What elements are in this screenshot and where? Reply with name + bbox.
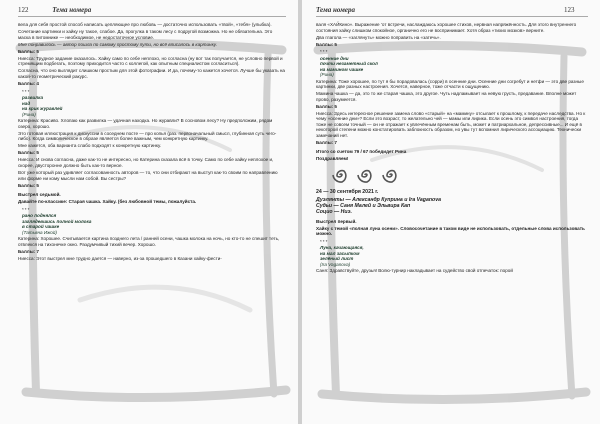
right-page-content — [316, 22, 588, 275]
congratulations: Поздравляем! — [316, 155, 349, 161]
haiku-author: (Ira Vaganova) — [320, 261, 351, 267]
paragraph: Ниесса: Здесь интересное решение замена слово «старый» на «мамину» отсылает к прошлому, к передаче наследства. Но к чему «осенние дни»? Если это возраст, то желательно чей — мамы или лирика. Если осень это символ настроения, тогда тоже не совсем точный — он не отражает к увлечённым временам быть, может и патриархальное, депрессивные... И ещё в некоторой степени можно констатировать заблокность образом, но увы тут вспомнил лирического ассоциацию. Технически замечаний нет. — [316, 110, 586, 138]
stars-separator: *** — [320, 238, 329, 244]
paragraph: Катерина: Хорошее. Считывается картина позднего лета / ранней осени, чашка молока на ночь, но кто-то не спешит теть, отвлекся на тихонечке окно. Раздумчивый тихий вечер. Хорошо. — [18, 236, 280, 247]
paragraph: Вот уже который раз удивляет согласованность авторов — то, что они отбирают на выступ как-то своим по направлению или форме ни кому мысли нам собой. Вы сестры? — [18, 170, 278, 181]
score: Баллы: 5 — [316, 41, 337, 47]
spiral-icon — [355, 165, 375, 185]
section-title: Тема номера — [52, 6, 92, 14]
paragraph: вела для себя простой способ написать цепляющее про любовь — достаточно использовать «твой», «тебя» (улыбка). — [18, 22, 272, 27]
paragraph: Мне кажется, оба варианта слабо подходят к конкретную картинку. — [18, 143, 162, 149]
score: Баллы: 5 — [18, 182, 39, 188]
paragraph: Ниесса: И снова согласна, даже как-то не интересно, но Катерина сказала всё в точку. Само по себе хайку неплохое и, скорее, двусторонне должно быть как-то верное. — [18, 157, 274, 168]
left-page — [0, 0, 298, 424]
haiku-line: на мал засыпком — [320, 250, 360, 256]
score: Баллы: 7 — [18, 248, 39, 254]
stars-separator: *** — [22, 88, 31, 94]
duelists: Дуэлянты — Александр Куприна и Ira Vaganova — [316, 196, 441, 203]
paragraph: Мамина чашка — да, это то же старая чашка, это другое. Чуть надламывает на невую грусть, предавание. Вполне может прово, разумеется. — [316, 91, 577, 102]
score: Баллы: 5 — [18, 150, 39, 156]
section-title: Тема номера — [316, 6, 356, 14]
paragraph: валя «ХАЙКино». Выражение ‘от встречи, наслаждаюсь хорошее стихов, нервная напряжённость. Для этого внутреннего состояния хайку слишком спокойное, органично его не воспринимает. Хотя образ «тихих мозков» верните. — [316, 22, 577, 33]
page-header-left — [18, 6, 91, 14]
score: Баллы: 5 — [18, 48, 39, 54]
spiral-icon — [330, 165, 350, 185]
haiku-line: на крик журавлей — [22, 106, 63, 112]
paragraph: Два глагола — «заглянуть» можно поправить на «затечь». — [316, 34, 441, 40]
paragraph: Согласна, что оно выглядит слишком простым для этой фотографии. И да, почему-то кажется хочется. Лучше бы указать на какой-то геометрический ракурс. — [18, 68, 285, 79]
haiku — [22, 95, 286, 117]
paragraph: Мне понравилось — автор пошла по самому простому пути, но всё вписалось в картинку. — [18, 41, 218, 47]
stars-separator: *** — [22, 206, 31, 212]
round-task: Давайте по-классике: Старая чашка. Хайку. (без любовной темы, пожалуйста. — [18, 199, 197, 205]
page-header-right — [316, 6, 355, 14]
paragraph: Это готовая иллюстрация к дискуссии в соседнем посте — про копья (раз. первоначальный смысл, глубинная суть чего-либо). Когда символическое в образе является более важным, чем конкретную картинку. — [18, 130, 277, 142]
stars-separator: *** — [320, 49, 329, 55]
haiku-line: осенние дни — [320, 55, 349, 61]
page-number: 122 — [18, 6, 29, 14]
haiku-line: заглядевшись полной молока — [22, 218, 92, 224]
right-page — [302, 0, 600, 424]
spiral-icon — [380, 165, 400, 185]
haiku-line: почти незаметный скол — [320, 61, 378, 67]
round-title: Выстрел первый. — [316, 218, 357, 224]
paragraph: Сочетание картинки и хайку ну такое, слабое. Да, прогулка в таком лесу с подругой возможна. Но не обязательна. Это маска в питомнике — необходимое, не недостаточное условие. — [18, 29, 273, 40]
header-rule — [316, 16, 588, 17]
haiku-author: (Рина) — [320, 72, 334, 78]
score: Баллы: 7 — [316, 140, 337, 146]
haiku-line: над — [22, 100, 31, 106]
left-page-content — [18, 22, 286, 263]
score: Баллы: 5 — [316, 103, 337, 109]
paragraph: Катерина: Тоже хорошее, по тут я бы порадовалась (сорри) в осенние дни. Осенние дни согребут и нетфи — это две разные картинки, две разных настроения. Хочется, наверное, тоже отчасти к ощущению. — [316, 78, 584, 90]
haiku-line: зелёный лист — [320, 256, 354, 262]
haiku-line: развилка — [22, 95, 44, 101]
header-rule — [18, 16, 286, 17]
haiku-line: рано поднялся — [22, 213, 57, 219]
page-number-right: 123 — [564, 6, 575, 14]
paragraph: Катерина: Красиво. Хлопаю как развилка — удачная находка. Но журавли? В сосновом лесу? Ну предположим, рядом озеро, хорошо. — [18, 118, 273, 129]
haiku — [320, 245, 588, 267]
spiral-ornament — [330, 165, 588, 185]
result-line: Итого со счетом 79 / 67 победидет Рина — [316, 148, 407, 154]
round-title: Выстрел седьмой. — [18, 192, 61, 198]
haiku-line: на мамином чашке — [320, 66, 364, 72]
haiku-author: (Татьяна Ижой) — [22, 229, 57, 235]
duel-dates: 24 — 30 сентября 2021 г. — [316, 189, 379, 196]
judges: Судьи — Саня Малей и Эльвира Кап — [316, 203, 411, 210]
paragraph: Саня: Здравствуйте, друзья! Волю-турнир накладывает на судейство свой отпечаток: порой — [316, 268, 513, 274]
paragraph: Ниесса: Трудное задание оказалось. Хайку само по себе неплохо, но согласна (ну вот так получается, не условно первой и стремящим подбегать, поэтому приходится часто с коллегой, как опытным специалистом согласиться). — [18, 55, 283, 67]
haiku — [320, 56, 588, 78]
paragraph: Ниесса: Этот выстрел мне трудно дается — наверно, из-за прошедшего в Казани хайку-фести- — [18, 255, 222, 261]
socio: Социо — Ниэ. — [316, 209, 352, 216]
haiku-line: Луна, качающаяся, — [320, 245, 364, 251]
score: Баллы: 4 — [18, 81, 39, 87]
round-task: Хайку с темой «полная луна осени». Словосочетание в таком виде не использовать, отдельные слова использовать можно. — [316, 225, 585, 237]
haiku-line: в старой чашке — [22, 224, 60, 230]
haiku — [22, 213, 286, 235]
haiku-author: (Рина) — [22, 111, 36, 117]
